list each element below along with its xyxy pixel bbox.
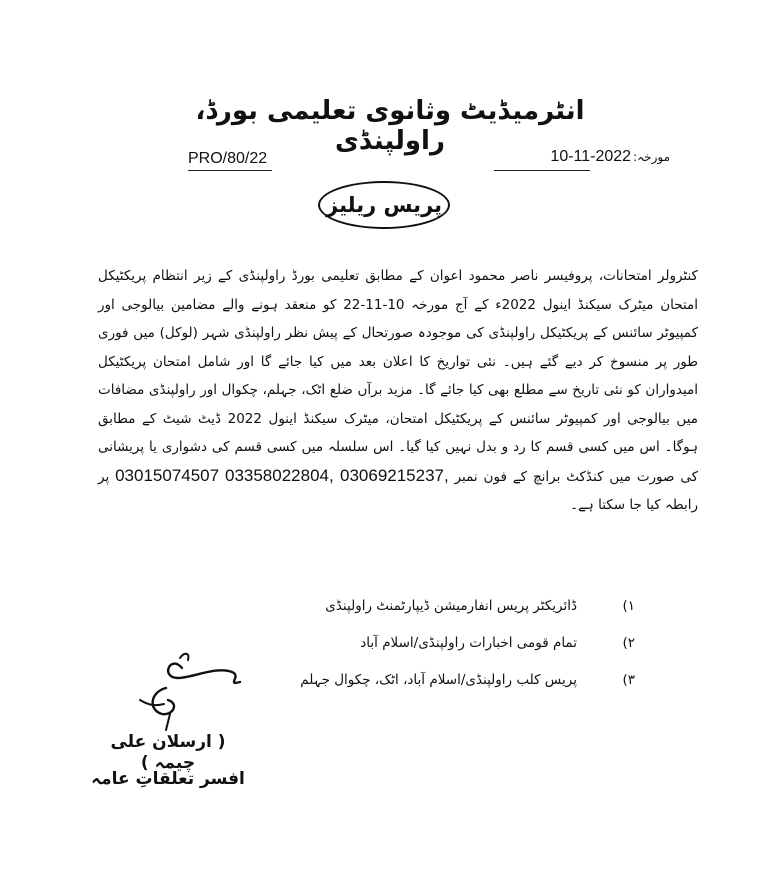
signatory-designation: افسر تعلقاتِ عامہ: [91, 769, 245, 789]
handwritten-signature: [120, 648, 260, 738]
list-item-text: ڈائریکٹر پریس انفارمیشن ڈیپارٹمنٹ راولپنڈی: [325, 598, 577, 614]
press-release-badge: [318, 181, 450, 229]
list-item: [300, 598, 635, 635]
board-title: انٹرمیڈیٹ وثانوی تعلیمی بورڈ، راولپنڈی: [195, 96, 585, 156]
reference-underline: [188, 170, 272, 171]
signatory-name: ( ارسلان علی چیمہ ): [110, 732, 226, 773]
phone-numbers: 03358022804, 03069215237,: [224, 465, 449, 485]
date-label: مورخہ:: [633, 150, 670, 164]
phone-number-last: 03015074507: [115, 465, 220, 485]
press-release-label: پریس ریلیز: [326, 193, 443, 217]
list-item: [300, 635, 635, 672]
list-item-number: ۲): [622, 635, 635, 651]
date-block: [490, 148, 670, 166]
copy-to-list: [300, 598, 635, 709]
list-item-number: ۱): [622, 598, 635, 614]
date-value: 10-11-2022: [550, 148, 632, 165]
body-paragraph: کنٹرولر امتحانات، پروفیسر ناصر محمود اعوان کے مطابق تعلیمی بورڈ راولپنڈی کے زیر انتظام پریکٹیکل امتحان میٹرک سیکنڈ اینول 2022ء کے آج مورخہ 10-11-22 کو منعقد ہونے والے مضامین بیالوجی اور کمپیوٹر سائنس کے پریکٹیکل راولپنڈی کی موجودہ صورتحال کے پیش نظر راولپنڈی شہر (لوکل) میں فوری طور پر منسوخ کر دیے گئے ہیں۔ نئی تواریخ کا اعلان بعد میں کیا جائے گا اور شامل امتحان پریکٹیکل امیدواران کو نئی تاریخ سے مطلع بھی کیا جائے گا۔ مزید برآں ضلع اٹک، جہلم، چکوال اور راولپنڈی مضافات میں بیالوجی اور کمپیوٹر سائنس کے پریکٹیکل امتحان، میٹرک سیکنڈ اینول 2022 ڈیٹ شیٹ کے مطابق ہوگا۔ اس میں کسی قسم کا رد و بدل نہیں کیا گیا۔ اس سلسلہ میں کسی قسم کی دشواری یا پریشانی کی صورت میں کنڈکٹ برانچ کے فون نمبر: [98, 268, 699, 485]
list-item-text: تمام قومی اخبارات راولپنڈی/اسلام آباد: [360, 635, 577, 651]
reference-number: PRO/80/22: [188, 150, 268, 167]
date-underline: [494, 170, 590, 171]
body-closing: پر رابطہ کیا جا سکتا ہے۔: [98, 468, 698, 513]
list-item-number: ۳): [622, 672, 635, 688]
list-item: [300, 672, 635, 709]
press-release-body: [98, 262, 698, 520]
list-item-text: پریس کلب راولپنڈی/اسلام آباد، اٹک، چکوال جہلم: [300, 672, 577, 688]
